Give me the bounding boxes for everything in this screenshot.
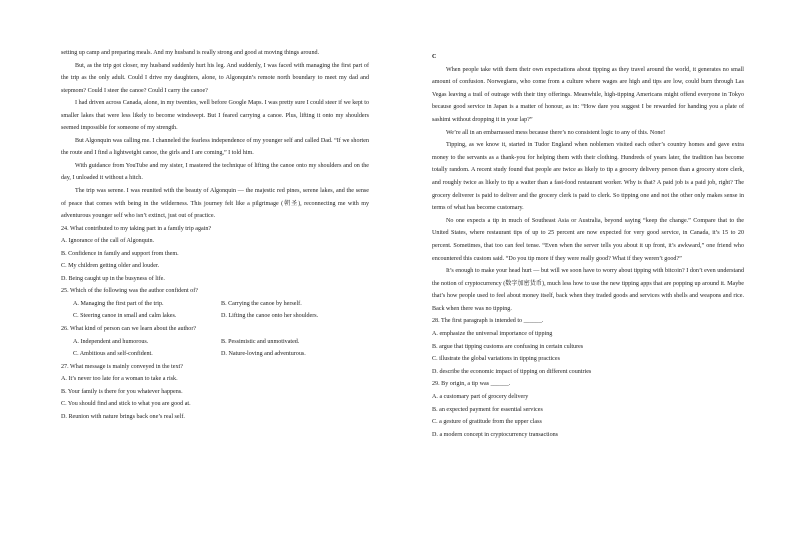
- answer-option[interactable]: B. Carrying the canoe by herself.: [221, 300, 302, 307]
- option-row: [73, 310, 369, 323]
- answer-option[interactable]: A. emphasize the universal importance of tipping: [432, 331, 553, 338]
- passage-paragraph: But Algonquin was calling me. I channeled the fearless independence of my younger self and called Dad. “If we shorten the route and I find a lightweight canoe, the girls and I are coming,” I told him.: [61, 137, 369, 157]
- passage-paragraph: We’re all in an embarrassed mess because there’s no consistent logic to any of this. None!: [446, 129, 666, 136]
- answer-option[interactable]: D. a modern concept in cryptocurrency transactions: [432, 431, 559, 438]
- answer-option[interactable]: C. My children getting older and louder.: [61, 263, 160, 270]
- passage-paragraph: But, as the trip got closer, my husband suddenly hurt his leg. And suddenly, I was faced with managing the first part of the trip as the only adult. Could I drive my daughters, alone, to Algonquin’s remote north boundary to meet my dad and stepmom? Could I steer the canoe? Could I carry the canoe?: [61, 62, 369, 94]
- option-row: [73, 336, 369, 349]
- answer-option[interactable]: A. Managing the first part of the trip.: [73, 300, 164, 307]
- answer-option[interactable]: A. It’s never too late for a woman to take a risk.: [61, 376, 178, 383]
- answer-option[interactable]: A. Ignorance of the call of Algonquin.: [61, 238, 155, 245]
- answer-option[interactable]: C. Steering canoe in small and calm lakes.: [73, 313, 177, 320]
- answer-option[interactable]: C. Ambitious and self-confident.: [73, 351, 153, 358]
- answer-option[interactable]: A. a customary part of grocery delivery: [432, 394, 529, 401]
- answer-option[interactable]: B. Pessimistic and unmotivated.: [221, 338, 300, 345]
- answer-option[interactable]: C. illustrate the global variations in tipping practices: [432, 356, 560, 363]
- option-row: [73, 348, 369, 361]
- left-column: [61, 47, 369, 423]
- answer-option[interactable]: D. Being caught up in the busyness of life.: [61, 275, 165, 282]
- right-column: [432, 51, 744, 441]
- passage-paragraph: setting up camp and preparing meals. And my husband is really strong and good at moving things around.: [61, 50, 320, 56]
- question-stem: 24. What contributed to my taking part in a family trip again?: [61, 225, 212, 232]
- answer-option[interactable]: B. Confidence in family and support from them.: [61, 250, 179, 257]
- answer-option[interactable]: D. Reunion with nature brings back one’s real self.: [61, 413, 185, 420]
- passage-paragraph: It’s enough to make your head hurt — but will we soon have to worry about tipping with bitcoin? I don’t even understand the notion of cryptocurrency (数字加密货币), much less how to use the new tipping apps that are popping up around it. Maybe that’s how people used to feel about money itself, back when they traded goods and services with shells and weapons and rice. Back when there was no tipping.: [432, 268, 744, 312]
- option-row: [73, 298, 369, 311]
- answer-option[interactable]: C. a gesture of gratitude from the upper class: [432, 419, 542, 426]
- passage-paragraph: When people take with them their own expectations about tipping as they travel around the world, it generates no small amount of confusion. Norwegians, who come from a culture where wages are high and tips are low, could burn through Las Vegas leaving a trail of outrage with their tiny offerings. Meanwhile, high-tipping Americans might offend everyone in Tokyo because good service in Japan is a matter of honour, as in: “How dare you suggest I be rewarded for handing you a plate of sashimi without dropping it in your lap?”: [432, 66, 744, 123]
- question-stem: 27. What message is mainly conveyed in the text?: [61, 363, 183, 370]
- answer-option[interactable]: D. Nature-loving and adventurous.: [221, 351, 306, 358]
- question-stem: 29. By origin, a tip was ______.: [432, 381, 511, 388]
- question-stem: 25. Which of the following was the author confident of?: [61, 288, 198, 295]
- question-stem: 28. The first paragraph is intended to ______.: [432, 318, 544, 325]
- passage-paragraph: Tipping, as we know it, started in Tudor England when noblemen visited each other’s country homes and gave extra money to the servants as a thank-you for helping them with their clothing. Hundreds of years later, the tradition has become totally random. A recent study found that people are twice as likely to tip a grocery delivery person than a grocery store clerk, and roughly twice as likely to tip a waiter than a fast-food restaurant worker. Why is that? A paid job is a paid job, right? The grocery deliverer is paid to deliver and the grocery clerk is paid to clerk. So tipping one and not the other only makes sense in terms of what has become customary.: [432, 142, 744, 212]
- answer-option[interactable]: C. You should find and stick to what you are good at.: [61, 401, 191, 408]
- passage-paragraph: I had driven across Canada, alone, in my twenties, well before Google Maps. I was pretty sure I could steer if we kept to smaller lakes that were less likely to become windswept. But I feared carrying a canoe. Plus, lifting it onto my shoulders seemed impossible for someone of my strength.: [61, 100, 369, 132]
- section-title: C: [432, 54, 437, 60]
- answer-option[interactable]: A. Independent and humorous.: [73, 338, 149, 345]
- answer-option[interactable]: D. Lifting the canoe onto her shoulders.: [221, 313, 319, 320]
- passage-paragraph: The trip was serene. I was reunited with the beauty of Algonquin — the majestic red pines, serene lakes, and the sense of peace that comes with being in the wilderness. This journey felt like a pilgrimage (朝圣), reconnecting me with my adventurous younger self who isn’t extinct, just out of practice.: [61, 188, 369, 220]
- answer-option[interactable]: B. Your family is there for you whatever happens.: [61, 388, 183, 395]
- passage-paragraph: No one expects a tip in much of Southeast Asia or Australia, beyond saying “keep the change.” Compare that to the United States, where restaurant tips of up to 25 percent are now expected for very good service, in Canada, it’s 15 to 20 percent. Sometimes, that too can feel tense. “Even when the server tells you about it up front, it’s awkward,” one friend who encountered this custom said. “Do you tip more if they were really good? What if they weren’t good?”: [432, 217, 744, 262]
- question-stem: 26. What kind of person can we learn about the author?: [61, 326, 197, 333]
- answer-option[interactable]: D. describe the economic impact of tipping on different countries: [432, 368, 592, 375]
- passage-paragraph: With guidance from YouTube and my sister, I mastered the technique of lifting the canoe onto my shoulders and on the day, I unloaded it without a hitch.: [61, 162, 369, 182]
- answer-option[interactable]: B. an expected payment for essential services: [432, 406, 543, 413]
- answer-option[interactable]: B. argue that tipping customs are confusing in certain cultures: [432, 343, 584, 350]
